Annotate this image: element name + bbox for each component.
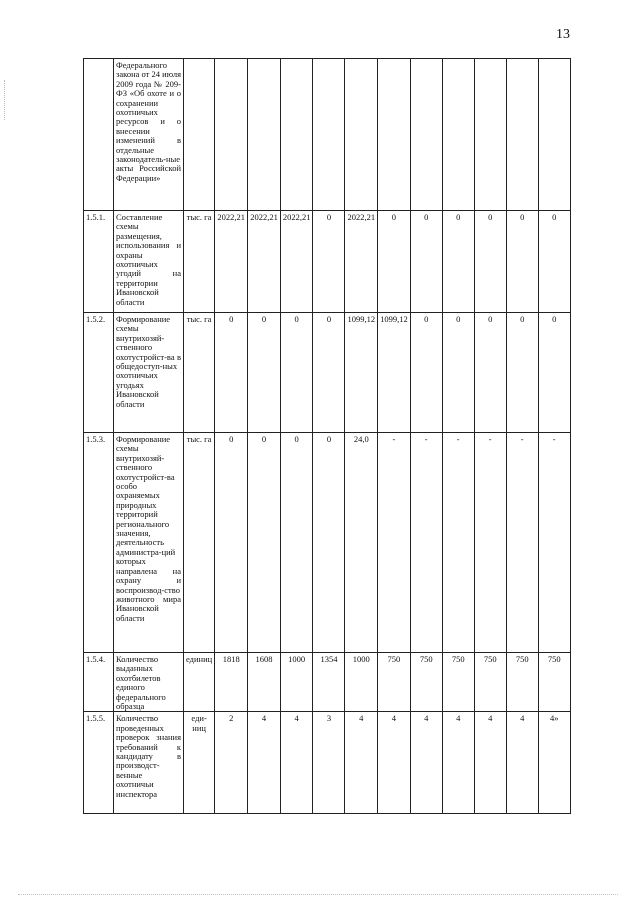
value-cell [248,59,281,211]
value-cell: 0 [538,313,570,433]
value-cell: 750 [442,653,474,712]
value-cell: 0 [313,433,345,653]
value-cell: 0 [313,211,345,313]
value-cell: 0 [248,313,281,433]
value-cell: - [442,433,474,653]
row-number: 1.5.2. [84,313,114,433]
value-cell: 0 [215,433,248,653]
value-cell: - [506,433,538,653]
unit-of-measure: еди-ниц [184,712,215,814]
value-cell: 0 [474,211,506,313]
unit-of-measure: единиц [184,653,215,712]
row-number: 1.5.1. [84,211,114,313]
indicator-name: Федерального закона от 24 июля 2009 года № 209-ФЗ «Об охоте и о сохранении охотничьих ресурсов и о внесении изменений в отдельные законодатель-ные акты Российской Федерации» [114,59,184,211]
page-number: 13 [556,27,570,42]
value-cell: 4 [506,712,538,814]
value-cell: 0 [538,211,570,313]
unit-of-measure: тыс. га [184,433,215,653]
value-cell: 1000 [280,653,313,712]
unit-of-measure: тыс. га [184,313,215,433]
value-cell: 4 [442,712,474,814]
value-cell [538,59,570,211]
scan-margin-mark [4,80,5,120]
value-cell: 0 [313,313,345,433]
value-cell: 2 [215,712,248,814]
value-cell: 750 [410,653,442,712]
value-cell: 3 [313,712,345,814]
table-row [84,313,571,433]
value-cell: 4 [474,712,506,814]
value-cell [378,59,411,211]
value-cell: - [378,433,411,653]
value-cell [215,59,248,211]
value-cell: 4 [280,712,313,814]
value-cell: 1099,12 [378,313,411,433]
value-cell: 2022,21 [280,211,313,313]
value-cell: 2022,21 [215,211,248,313]
value-cell: 750 [378,653,411,712]
row-number: 1.5.4. [84,653,114,712]
value-cell: 0 [248,433,281,653]
value-cell: 0 [410,211,442,313]
row-number: 1.5.5. [84,712,114,814]
indicator-name: Формирование схемы внутрихозяй-ственного охотустройст-ва в общедоступ-ных охотничьих угодьях Ивановской области [114,313,184,433]
row-number: 1.5.3. [84,433,114,653]
value-cell: 1818 [215,653,248,712]
value-cell: - [410,433,442,653]
value-cell [280,59,313,211]
indicators-table [83,58,571,814]
table-row [84,211,571,313]
value-cell: 1099,12 [345,313,378,433]
value-cell: 0 [378,211,411,313]
value-cell [506,59,538,211]
value-cell: - [538,433,570,653]
value-cell: 1354 [313,653,345,712]
value-cell: 1000 [345,653,378,712]
value-cell: 0 [442,211,474,313]
indicator-name: Формирование схемы внутрихозяй-ственного охотустройст-ва особо охраняемых природных территорий регионального значения, деятельность администра-ций которых направлена на охрану и воспроизвод-ство животного мира Ивановской области [114,433,184,653]
value-cell: 24,0 [345,433,378,653]
indicator-name: Количество выданных охотбилетов единого федерального образца [114,653,184,712]
indicator-name: Количество проведенных проверок знания требований к кандидату в производст-венные охотничьи инспектора [114,712,184,814]
value-cell: 0 [474,313,506,433]
unit-of-measure [184,59,215,211]
value-cell: 0 [506,211,538,313]
scan-bottom-noise [18,894,618,895]
value-cell: 0 [410,313,442,433]
value-cell: 4 [410,712,442,814]
value-cell [345,59,378,211]
value-cell: 4» [538,712,570,814]
value-cell: 1608 [248,653,281,712]
value-cell [474,59,506,211]
value-cell: 750 [506,653,538,712]
value-cell: 750 [538,653,570,712]
value-cell [410,59,442,211]
table-row [84,59,571,211]
table-row [84,712,571,814]
unit-of-measure: тыс. га [184,211,215,313]
value-cell: - [474,433,506,653]
value-cell [442,59,474,211]
value-cell: 0 [442,313,474,433]
value-cell: 2022,21 [248,211,281,313]
value-cell: 4 [248,712,281,814]
value-cell: 0 [280,313,313,433]
value-cell: 750 [474,653,506,712]
value-cell: 4 [378,712,411,814]
value-cell: 0 [506,313,538,433]
value-cell: 2022,21 [345,211,378,313]
table-row [84,433,571,653]
row-number [84,59,114,211]
indicator-name: Составление схемы размещения, использования и охраны охотничьих угодий на территории Ивановской области [114,211,184,313]
value-cell: 0 [215,313,248,433]
value-cell: 4 [345,712,378,814]
table-row [84,653,571,712]
value-cell [313,59,345,211]
value-cell: 0 [280,433,313,653]
